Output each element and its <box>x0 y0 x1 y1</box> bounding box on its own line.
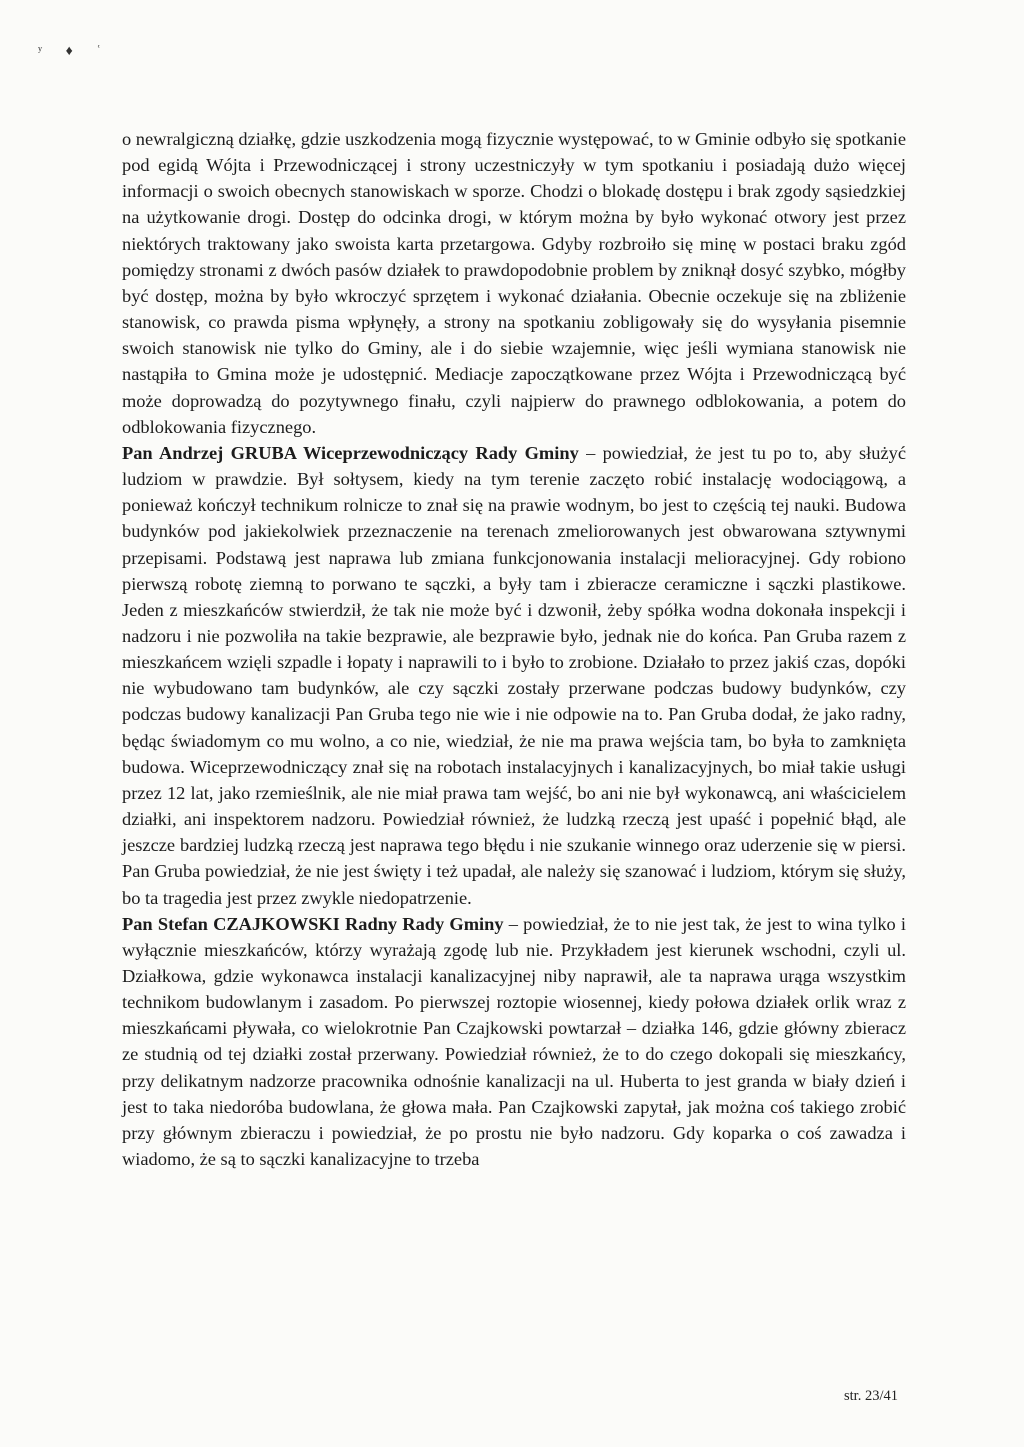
paragraph <box>122 126 906 440</box>
paragraph-text: – powiedział, że jest tu po to, aby służyć ludziom w prawdzie. Był sołtysem, kiedy na tym terenie zaczęto robić instalację wodociągową, a ponieważ kończył technikum rolnicze to znał się na prawie wodnym, bo jest to częścią tej nauki. Budowa budynków pod jakiekolwiek przeznaczenie na terenach zmeliorowanych jest obwarowana sztywnymi przepisami. Podstawą jest naprawa lub zmiana funkcjonowania instalacji melioracyjnej. Gdy robiono pierwszą robotę ziemną to porwano te sączki, a były tam i zbieracze ceramiczne i sączki plastikowe. Jeden z mieszkańców stwierdził, że tak nie może być i dzwonił, żeby spółka wodna dokonała inspekcji i nadzoru i nie pozwoliła na takie bezprawie, ale bezprawie było, jednak nie do końca. Pan Gruba razem z mieszkańcem wzięli szpadle i łopaty i naprawili to i było to zrobione. Działało to przez jakiś czas, dopóki nie wybudowano tam budynków, ale czy sączki zostały przerwane podczas budowy budynków, czy podczas budowy kanalizacji Pan Gruba tego nie wie i nie odpowie na to. Pan Gruba dodał, że jako radny, będąc świadomym co mu wolno, a co nie, wiedział, że nie ma prawa wejścia tam, bo była to zamknięta budowa. Wiceprzewodniczący znał się na robotach instalacyjnych i kanalizacyjnych, bo miał takie usługi przez 12 lat, jako rzemieślnik, ale nie miał prawa tam wejść, bo ani nie był wykonawcą, ani właścicielem działki, ani inspektorem nadzoru. Powiedział również, że ludzką rzeczą jest upaść i popełnić błąd, ale jeszcze bardziej ludzką rzeczą jest naprawa tego błędu i nie szukanie winnego oraz uderzenie się w piersi. Pan Gruba powiedział, że nie jest święty i też upadał, ale należy się szanować i ludziom, którym się służy, bo ta tragedia jest przez zwykle niedopatrzenie. <box>122 442 907 908</box>
speaker-name: Pan Stefan CZAJKOWSKI Radny Rady Gminy <box>122 913 504 934</box>
document-body <box>122 126 906 1172</box>
paragraph-text: o newralgiczną działkę, gdzie uszkodzenia mogą fizycznie występować, to w Gminie odbyło się spotkanie pod egidą Wójta i Przewodniczącej i strony uczestniczyły w tym spotkaniu i posiadają dużo więcej informacji o swoich obecnych stanowiskach w sporze. Chodzi o blokadę dostępu i brak zgody sąsiedzkiej na użytkowanie drogi. Dostęp do odcinka drogi, w którym można by było wykonać otwory jest przez niektórych traktowany jako swoista karta przetargowa. Gdyby rozbroiło się minę w postaci braku zgód pomiędzy stronami z dwóch pasów działek to prawdopodobnie problem by zniknął dosyć szybko, mógłby być dostęp, można by było wkroczyć sprzętem i wykonać działania. Obecnie oczekuje się na zbliżenie stanowisk, co prawda pisma wpłynęły, a strony na spotkaniu zobligowały się do wysyłania pisemnie swoich stanowisk nie tylko do Gminy, ale i do siebie wzajemnie, więc jeśli wymiana stanowisk nie nastąpiła to Gmina może je udostępnić. Mediacje zapoczątkowane przez Wójta i Przewodniczącą być może doprowadzą do pozytywnego finału, czyli najpierw do prawnego odblokowania, a potem do odblokowania fizycznego. <box>122 129 906 437</box>
scan-artifact-mark: ʸ ♦ ʿ <box>38 44 111 59</box>
page-number: str. 23/41 <box>844 1388 898 1404</box>
paragraph <box>122 911 906 1173</box>
speaker-name: Pan Andrzej GRUBA Wiceprzewodniczący Rady Gminy <box>122 442 579 463</box>
paragraph <box>122 440 906 911</box>
paragraph-text: – powiedział, że to nie jest tak, że jest to wina tylko i wyłącznie mieszkańców, którzy wyrażają zgodę lub nie. Przykładem jest kierunek wschodni, czyli ul. Działkowa, gdzie wykonawca instalacji kanalizacyjnej niby naprawił, ale ta naprawa urąga wszystkim technikom budowlanym i zasadom. Po pierwszej roztopie wiosennej, kiedy połowa działek orlik wraz z mieszkańcami pływała, co wielokrotnie Pan Czajkowski powtarzał – działka 146, gdzie główny zbieracz ze studnią od tej działki został przerwany. Powiedział również, że to do czego dokopali się mieszkańcy, przy delikatnym nadzorze pracownika odnośnie kanalizacji na ul. Huberta to jest granda w biały dzień i jest to taka niedoróba budowlana, że głowa mała. Pan Czajkowski zapytał, jak można coś takiego zrobić przy głównym zbieraczu i powiedział, że po prostu nie było nadzoru. Gdy koparka o coś zawadza i wiadomo, że są to sączki kanalizacyjne to trzeba <box>122 913 907 1170</box>
